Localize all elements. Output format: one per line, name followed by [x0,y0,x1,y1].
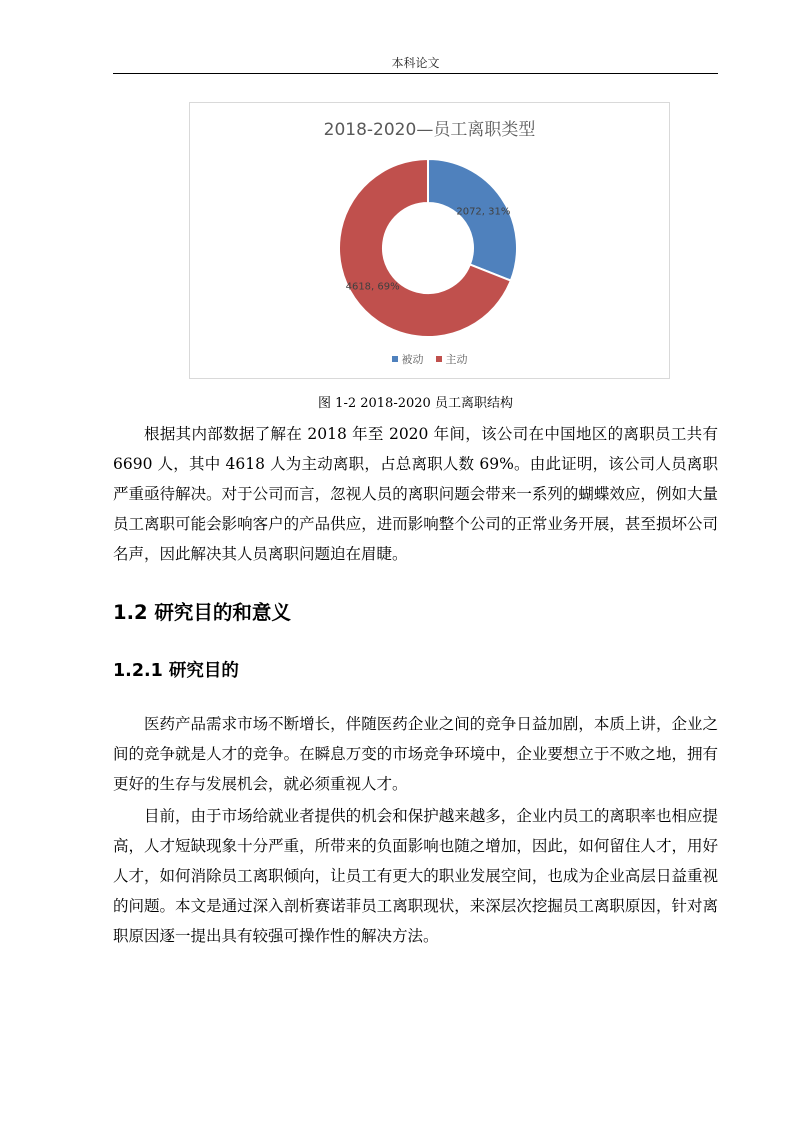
paragraph-1: 根据其内部数据了解在 2018 年至 2020 年间，该公司在中国地区的离职员工共有 6690 人，其中 4618 人为主动离职，占总离职人数 69%。由此证明，该公司人员离职严重亟待解决。对于公司而言，忽视人员的离职问题会带来一系列的蝴蝶效应，例如大量员工离职可能会影响客户的产品供应，进而影响整个公司的正常业务开展，甚至损坏公司名声，因此解决其人员离职问题迫在眉睫。 [113,425,718,563]
donut-data-label-1: 4618, 69% [345,281,400,293]
legend-item-passive [392,351,424,367]
chart-legend [190,351,669,367]
chart-title: 2018-2020—员工离职类型 [323,120,536,140]
legend-label-passive: 被动 [401,353,424,366]
section-heading: 1.2 研究目的和意义 [113,601,291,624]
legend-swatch-active [436,356,442,362]
page-header: 本科论文 [391,56,440,70]
legend-label-active: 主动 [445,353,468,366]
paragraph-3: 目前，由于市场给就业者提供的机会和保护越来越多，企业内员工的离职率也相应提高，人才短缺现象十分严重，所带来的负面影响也随之增加，因此，如何留住人才，用好人才，如何消除员工离职倾向，让员工有更大的职业发展空间，也成为企业高层日益重视的问题。本文是通过深入剖析赛诺菲员工离职现状，来深层次挖掘员工离职原因，针对离职原因逐一提出具有较强可操作性的解决方法。 [113,807,718,945]
legend-swatch-passive [392,356,398,362]
legend-item-active [436,351,468,367]
donut-data-label-0: 2072, 31% [456,206,511,218]
donut-chart-svg [190,103,669,378]
donut-chart [189,102,670,379]
figure-caption: 图 1-2 2018-2020 员工离职结构 [318,396,513,411]
subsection-heading: 1.2.1 研究目的 [113,661,239,681]
header-rule [113,73,718,74]
donut-slice-0 [428,159,517,281]
paragraph-2: 医药产品需求市场不断增长，伴随医药企业之间的竞争日益加剧，本质上讲，企业之间的竞争就是人才的竞争。在瞬息万变的市场竞争环境中，企业要想立于不败之地，拥有更好的生存与发展机会，就必须重视人才。 [113,715,718,793]
